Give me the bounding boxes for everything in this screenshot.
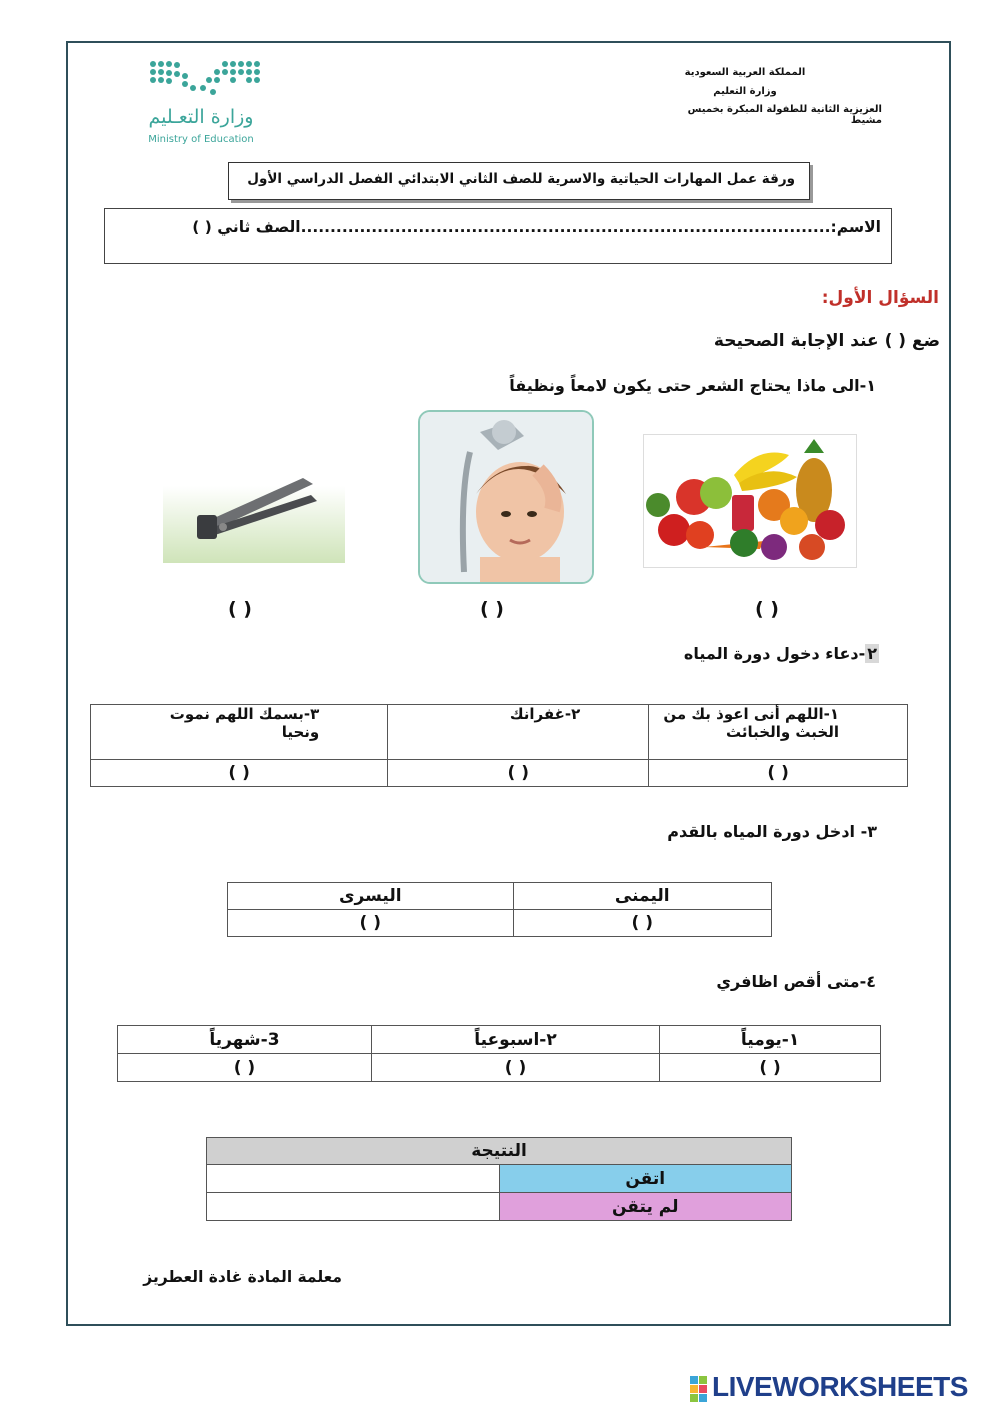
boy-showering-image[interactable] [418,410,594,584]
q2-option-2: ٢-غفرانك [388,705,649,760]
q1-answer-1[interactable]: ( ) [755,598,779,620]
question-2-number: ٢ [867,644,877,663]
q3-option-right: اليمنى [513,883,771,910]
logo-arabic-text: وزارة التعـليم [148,106,254,128]
q2-answer-3[interactable]: ( ) [91,760,388,787]
q2-option-3: ٣-بسمك اللهم نموت ونحيا [91,705,388,760]
student-name-line: الاسم:..........................................................................................الصف ثاني ( ) [192,218,881,236]
worksheet-title: ورقة عمل المهارات الحياتية والاسرية للصف الثاني الابتدائي الفصل الدراسي الأول [247,171,795,187]
result-header: النتيجة [207,1138,792,1165]
question-4-text: ٤-متى أقص اظافري [716,972,876,991]
q4-answer-2[interactable]: ( ) [371,1054,659,1082]
result-mastered-value[interactable] [207,1165,500,1193]
q4-option-2: ٢-اسبوعياً [371,1026,659,1054]
question-1-text: ١-الى ماذا يحتاج الشعر حتى يكون لامعاً ونظيفاً [509,376,876,395]
logo-english-text: Ministry of Education [148,134,254,145]
q4-answer-1[interactable]: ( ) [660,1054,881,1082]
header-school: العزيزية الثانية للطفولة المبكرة بخميس مشيط [687,104,882,126]
section-title: السؤال الأول: [821,288,939,308]
student-info-box [104,208,892,264]
q4-option-3: 3-شهرياً [118,1026,372,1054]
nail-clipper-image[interactable] [163,453,345,563]
q2-option-1: ١-اللهم أنى اعوذ بك من الخبث والخبائث [649,705,908,760]
result-not-mastered-value[interactable] [207,1193,500,1221]
fruits-vegetables-image[interactable] [643,434,857,568]
result-not-mastered-label: لم يتقن [499,1193,792,1221]
header-kingdom: المملكة العربية السعودية [684,67,806,78]
q2-answer-1[interactable]: ( ) [649,760,908,787]
question-3-text: ٣- ادخل دورة المياه بالقدم [667,822,877,841]
header-ministry: وزارة التعليم [713,86,777,97]
ministry-logo [140,58,270,148]
q1-answer-3[interactable]: ( ) [228,598,252,620]
q3-answer-right[interactable]: ( ) [513,910,771,937]
result-table [206,1137,792,1221]
q4-answer-3[interactable]: ( ) [118,1054,372,1082]
result-mastered-label: اتقن [499,1165,792,1193]
instruction: ضع ( ) عند الإجابة الصحيحة [713,331,940,351]
logo-dots-icon [145,58,263,98]
q3-options-table [227,882,772,937]
q3-answer-left[interactable]: ( ) [228,910,514,937]
q4-option-1: ١-يومياً [660,1026,881,1054]
question-2-label: -دعاء دخول دورة المياه [683,644,866,663]
watermark-text: LIVEWORKSHEETS [712,1371,968,1402]
q2-options-table [90,704,908,787]
worksheet-title-box [228,162,810,200]
q2-answer-2[interactable]: ( ) [388,760,649,787]
q3-option-left: اليسرى [228,883,514,910]
q4-options-table [117,1025,881,1082]
question-2-text [684,644,879,663]
q1-answer-2[interactable]: ( ) [480,598,504,620]
teacher-signature: معلمة المادة غادة العطريز [143,1268,342,1286]
